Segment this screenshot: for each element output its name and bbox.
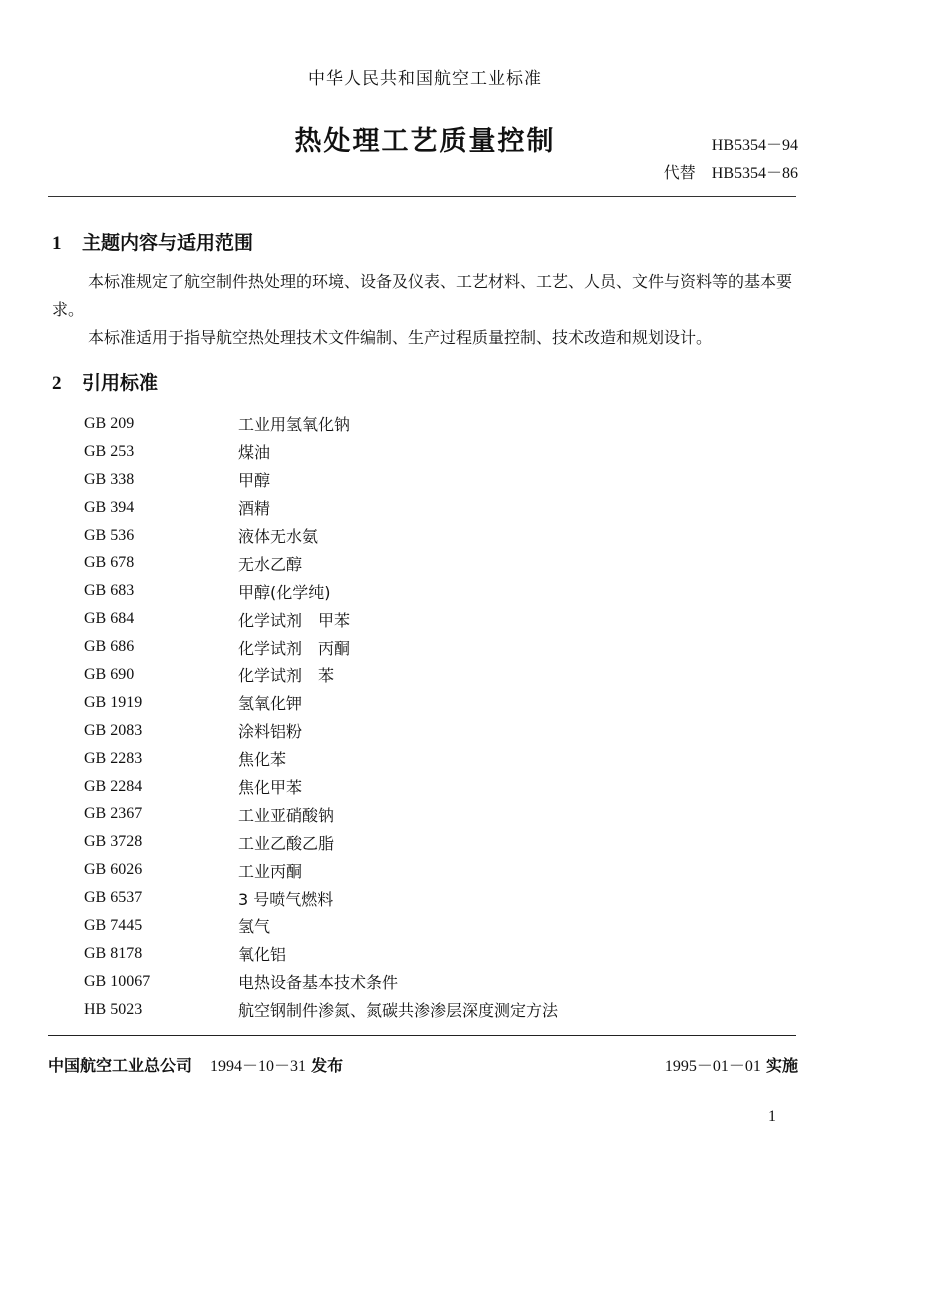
- reference-code: GB 3728: [84, 833, 143, 851]
- reference-code: HB 5023: [84, 1000, 143, 1018]
- reference-row: [84, 633, 558, 661]
- replaces-label: 代替: [663, 163, 696, 182]
- section-1-number: 1: [52, 233, 62, 254]
- reference-code: GB 684: [84, 610, 135, 628]
- reference-name: 化学试剂 苯: [238, 666, 335, 686]
- reference-code: GB 394: [84, 498, 135, 516]
- reference-row: [84, 522, 558, 550]
- reference-row: [84, 549, 558, 577]
- reference-name: 煤油: [238, 443, 271, 463]
- reference-list: [84, 410, 558, 1024]
- reference-code: GB 6026: [84, 861, 143, 879]
- reference-row: [84, 828, 558, 856]
- reference-row: [84, 745, 558, 773]
- publisher: 中国航空工业总公司: [48, 1056, 193, 1075]
- reference-name: 3 号喷气燃料: [238, 889, 334, 909]
- reference-name: 酒精: [238, 499, 271, 519]
- effective-info: [665, 1053, 798, 1076]
- reference-code: GB 686: [84, 638, 135, 656]
- reference-code: GB 690: [84, 665, 135, 683]
- reference-name: 工业乙酸乙脂: [238, 833, 335, 853]
- replaces-line: [664, 160, 798, 183]
- reference-name: 氢氧化钾: [238, 694, 303, 714]
- section-2-heading: [52, 368, 158, 395]
- reference-name: 氢气: [238, 917, 271, 937]
- reference-code: GB 6537: [84, 889, 143, 907]
- section-1-title: 主题内容与适用范围: [82, 232, 254, 254]
- reference-name: 焦化苯: [238, 750, 287, 770]
- section-1-heading: [52, 228, 253, 255]
- footer-divider: [48, 1035, 796, 1036]
- reference-code: GB 8178: [84, 944, 143, 962]
- reference-row: [84, 438, 558, 466]
- reference-row: [84, 717, 558, 745]
- issue-label: 发布: [311, 1056, 344, 1075]
- reference-name: 化学试剂 丙酮: [238, 638, 351, 658]
- reference-name: 氧化铝: [238, 945, 287, 965]
- page-number: 1: [768, 1108, 776, 1125]
- reference-row: [84, 410, 558, 438]
- reference-code: GB 2284: [84, 777, 143, 795]
- reference-row: [84, 912, 558, 940]
- reference-code: GB 2367: [84, 805, 143, 823]
- reference-row: [84, 940, 558, 968]
- reference-code: GB 2083: [84, 721, 143, 739]
- reference-name: 涂料铝粉: [238, 722, 303, 742]
- reference-row: [84, 577, 558, 605]
- reference-name: 化学试剂 甲苯: [238, 610, 351, 630]
- reference-code: GB 10067: [84, 972, 151, 990]
- reference-row: [84, 494, 558, 522]
- reference-code: GB 2283: [84, 749, 143, 767]
- reference-name: 甲醇: [238, 471, 271, 491]
- reference-row: [84, 800, 558, 828]
- reference-code: GB 338: [84, 470, 135, 488]
- issue-date: 1994－10－31: [210, 1058, 307, 1075]
- reference-row: [84, 661, 558, 689]
- section-1-paragraph-2: 本标准适用于指导航空热处理技术文件编制、生产过程质量控制、技术改造和规划设计。: [88, 328, 713, 347]
- reference-row: [84, 884, 558, 912]
- reference-code: GB 678: [84, 554, 135, 572]
- reference-name: 甲醇(化学纯): [238, 582, 331, 602]
- effective-label: 实施: [765, 1056, 798, 1075]
- reference-name: 液体无水氨: [238, 527, 319, 546]
- section-2-title: 引用标准: [82, 372, 159, 394]
- issue-info: [48, 1053, 343, 1076]
- reference-name: 航空钢制件渗氮、氮碳共渗渗层深度测定方法: [238, 1001, 559, 1021]
- reference-name: 焦化甲苯: [238, 778, 303, 798]
- effective-date: 1995－01－01: [664, 1058, 761, 1075]
- reference-row: [84, 466, 558, 494]
- reference-row: [84, 996, 558, 1024]
- reference-code: GB 1919: [84, 693, 143, 711]
- reference-row: [84, 856, 558, 884]
- reference-row: [84, 773, 558, 801]
- reference-code: GB 683: [84, 582, 135, 600]
- reference-row: [84, 968, 558, 996]
- header-divider: [48, 196, 796, 197]
- document-title: 热处理工艺质量控制: [294, 126, 556, 157]
- reference-row: [84, 605, 558, 633]
- section-1-paragraph-1: 本标准规定了航空制件热处理的环境、设备及仪表、工艺材料、工艺、人员、文件与资料等的基本要求。: [52, 272, 793, 319]
- reference-name: 电热设备基本技术条件: [238, 973, 399, 993]
- reference-name: 工业亚硝酸钠: [238, 805, 335, 825]
- reference-name: 工业用氢氧化钠: [238, 415, 351, 435]
- reference-row: [84, 689, 558, 717]
- reference-code: GB 7445: [84, 916, 143, 934]
- section-2-number: 2: [52, 373, 62, 394]
- reference-code: GB 253: [84, 442, 135, 460]
- reference-code: GB 209: [84, 414, 135, 432]
- standard-number: HB5354－94: [711, 137, 798, 154]
- issuing-body: 中华人民共和国航空工业标准: [308, 69, 542, 89]
- replaced-standard-number: HB5354－86: [711, 165, 798, 182]
- reference-code: GB 536: [84, 526, 135, 544]
- reference-name: 工业丙酮: [238, 861, 303, 881]
- reference-name: 无水乙醇: [238, 554, 303, 574]
